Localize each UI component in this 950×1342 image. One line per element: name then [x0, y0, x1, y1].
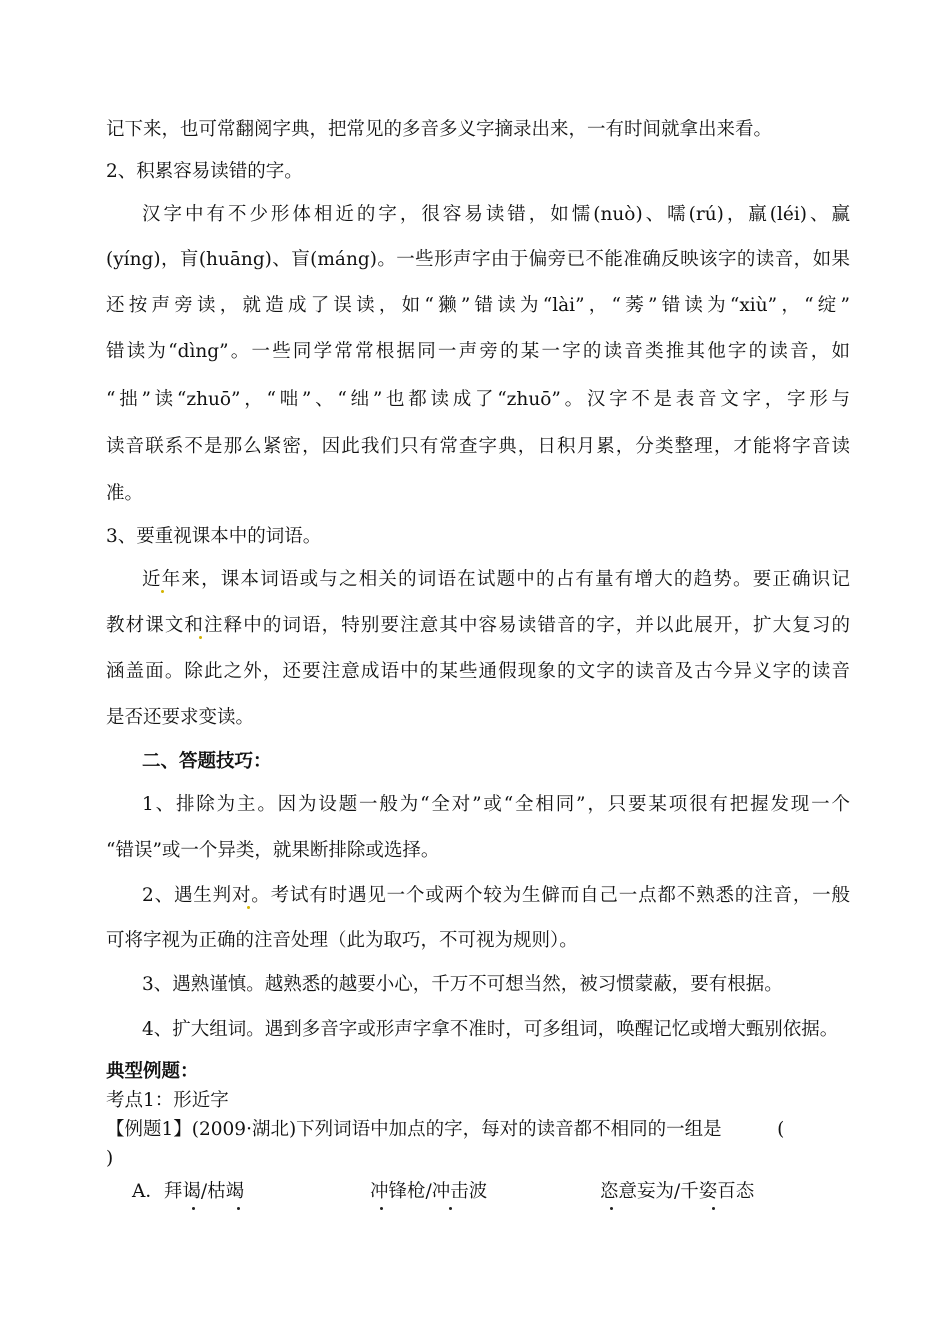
example-question-close: ) — [106, 1148, 114, 1169]
paragraph-line: (yíng)，肓(huāng)、盲(máng)。一些形声字由于偏旁已不能准确反映该字的读音，如果 — [106, 249, 850, 270]
paragraph-line: 记下来，也可常翻阅字典，把常见的多音多义字摘录出来，一有时间就拿出来看。 — [106, 119, 773, 140]
paragraph-line: “错误”或一个异类，就果断排除或选择。 — [106, 840, 440, 861]
section-heading: 2、积累容易读错的字。 — [106, 161, 303, 182]
option-a-pair-3: 恣意妄为/千姿百态 — [600, 1181, 755, 1202]
paragraph-line: 还按声旁读，就造成了误读，如“獭”错读为“lài”，“莠”错读为“xiù”，“绽” — [106, 295, 850, 316]
paragraph-line: 读音联系不是那么紧密，因此我们只有常查字典，日积月累，分类整理，才能将字音读 — [106, 436, 850, 457]
topic-label: 考点1：形近字 — [106, 1090, 229, 1111]
section-heading: 典型例题： — [106, 1061, 199, 1082]
paragraph-line: 3、遇熟谨慎。越熟悉的越要小心，千万不可想当然，被习惯蒙蔽，要有根据。 — [142, 974, 783, 995]
emphasis-mark — [161, 590, 164, 593]
paragraph-line: 是否还要求变读。 — [106, 707, 255, 728]
emphasis-dot — [380, 1207, 383, 1210]
paragraph-line: 1、排除为主。因为设题一般为“全对”或“全相同”，只要某项很有把握发现一个 — [142, 794, 850, 815]
section-heading: 二、答题技巧： — [142, 751, 272, 772]
section-heading: 3、要重视课本中的词语。 — [106, 526, 322, 547]
emphasis-dot — [192, 1207, 195, 1210]
emphasis-mark — [199, 636, 202, 639]
paragraph-line: 可将字视为正确的注音处理（此为取巧，不可视为规则）。 — [106, 930, 578, 951]
paragraph-line: 准。 — [106, 483, 144, 504]
paragraph-line: “拙”读“zhuō”，“咄”、“绌”也都读成了“zhuō”。汉字不是表音文字，字形与 — [106, 389, 850, 410]
emphasis-dot — [712, 1207, 715, 1210]
paragraph-line: 4、扩大组词。遇到多音字或形声字拿不准时，可多组词，唤醒记忆或增大甄别依据。 — [142, 1019, 839, 1040]
paragraph-line: 近年来，课本词语或与之相关的词语在试题中的占有量有增大的趋势。要正确识记 — [142, 569, 850, 590]
option-a-label: A．拜谒/枯竭 — [132, 1181, 245, 1202]
option-a-pair-2: 冲锋枪/冲击波 — [370, 1181, 488, 1202]
paragraph-line: 错读为“dìng”。一些同学常常根据同一声旁的某一字的读音类推其他字的读音，如 — [106, 341, 850, 362]
paragraph-line: 教材课文和注释中的词语，特别要注意其中容易读错音的字，并以此展开，扩大复习的 — [106, 615, 850, 636]
paragraph-line: 2、遇生判对。考试有时遇见一个或两个较为生僻而自己一点都不熟悉的注音，一般 — [142, 885, 850, 906]
emphasis-dot — [610, 1207, 613, 1210]
paragraph-line: 涵盖面。除此之外，还要注意成语中的某些通假现象的文字的读音及古今异义字的读音 — [106, 661, 850, 682]
emphasis-dot — [449, 1207, 452, 1210]
example-question: 【例题1】(2009·湖北)下列词语中加点的字，每对的读音都不相同的一组是 ( — [106, 1119, 785, 1140]
emphasis-mark — [247, 906, 250, 909]
emphasis-dot — [237, 1207, 240, 1210]
paragraph-line: 汉字中有不少形体相近的字，很容易读错，如懦(nuò)、嚅(rú)，羸(léi)、赢 — [142, 204, 850, 225]
